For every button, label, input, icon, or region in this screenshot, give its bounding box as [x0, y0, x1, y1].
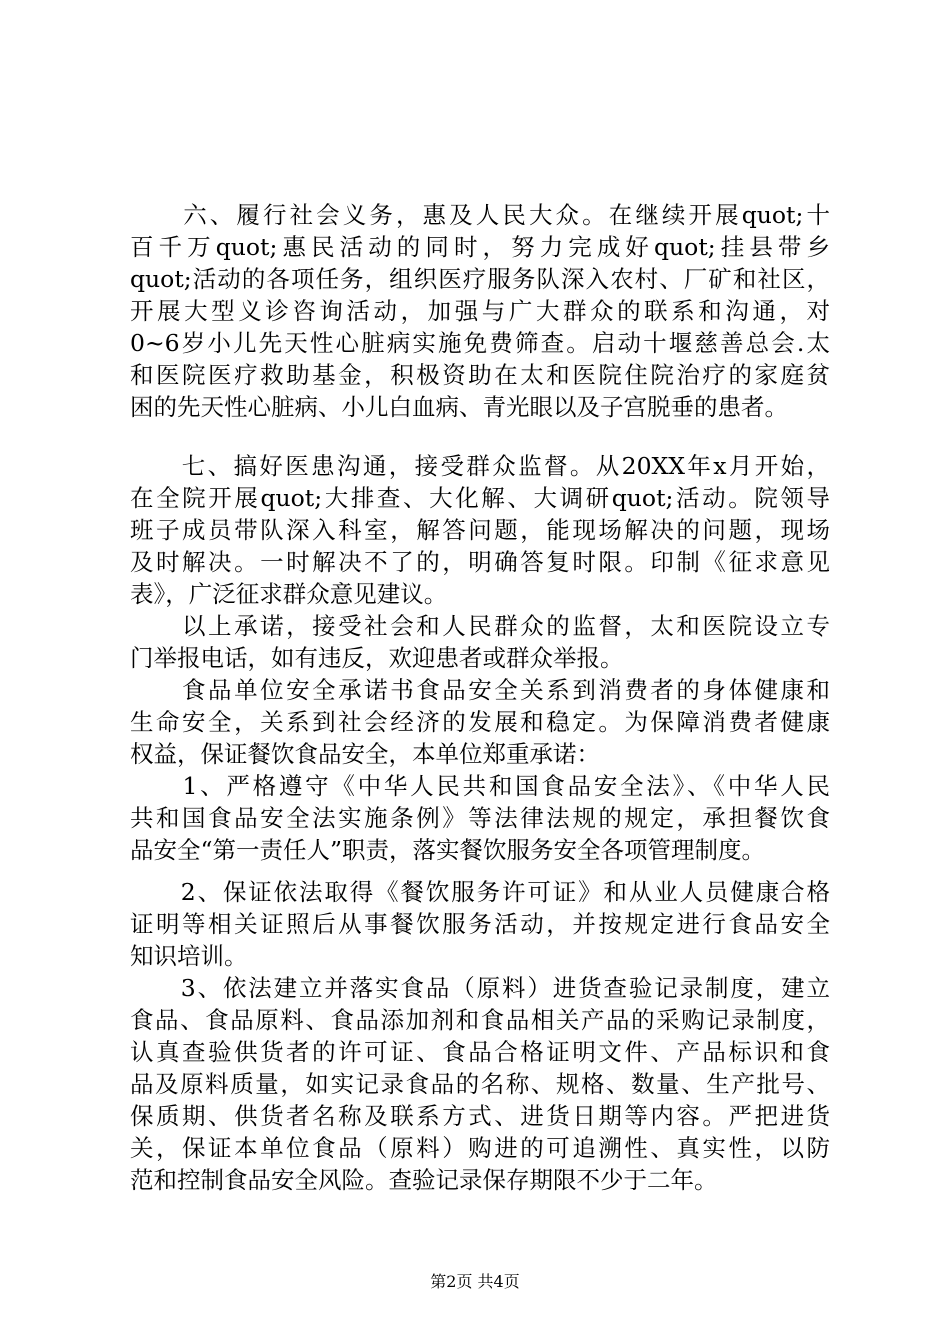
text-line: 认真查验供货者的许可证、食品合格证明文件、产品标识和食 — [130, 1038, 830, 1066]
text-line: 七、搞好医患沟通，接受群众监督。从20XX年x月开始， — [130, 452, 830, 480]
text-line: 食品、食品原料、食品添加剂和食品相关产品的采购记录制度， — [130, 1006, 830, 1034]
paragraph-7 — [130, 450, 830, 866]
text-line: 及时解决。一时解决不了的，明确答复时限。印制《征求意见 — [130, 548, 830, 576]
text-line: 关，保证本单位食品（原料）购进的可追溯性、真实性，以防 — [130, 1134, 830, 1162]
text-line: 证明等相关证照后从事餐饮服务活动，并按规定进行食品安全 — [130, 910, 830, 938]
text-line: 3、依法建立并落实食品（原料）进货查验记录制度，建立 — [130, 974, 830, 1002]
text-line: 食品单位安全承诺书食品安全关系到消费者的身体健康和 — [130, 676, 830, 704]
text-line: 权益，保证餐饮食品安全，本单位郑重承诺： — [130, 740, 600, 768]
text-line: 知识培训。 — [130, 942, 248, 970]
page-footer: 第2页 共4页 — [430, 1272, 520, 1291]
text-line: 2、保证依法取得《餐饮服务许可证》和从业人员健康合格 — [130, 878, 830, 906]
paragraph-11 — [130, 876, 830, 1196]
text-line: 困的先天性心脏病、小儿白血病、青光眼以及子宫脱垂的患者。 — [130, 393, 788, 421]
paragraph-6 — [130, 199, 830, 423]
text-line: 以上承诺，接受社会和人民群众的监督，太和医院设立专 — [130, 612, 830, 640]
text-line: 班子成员带队深入科室，解答问题，能现场解决的问题，现场 — [130, 516, 830, 544]
text-line: 1、严格遵守《中华人民共和国食品安全法》、《中华人民 — [130, 772, 830, 800]
text-line: 门举报电话，如有违反，欢迎患者或群众举报。 — [130, 644, 624, 672]
text-line: 生命安全，关系到社会经济的发展和稳定。为保障消费者健康 — [130, 708, 830, 736]
text-line: 表》，广泛征求群众意见建议。 — [130, 580, 448, 608]
text-line: quot;活动的各项任务，组织医疗服务队深入农村、厂矿和社区， — [130, 265, 830, 293]
text-line: 百千万quot;惠民活动的同时，努力完成好quot;挂县带乡 — [130, 233, 830, 261]
text-line: 范和控制食品安全风险。查验记录保存期限不少于二年。 — [130, 1166, 718, 1194]
text-line: 共和国食品安全法实施条例》等法律法规的规定，承担餐饮食 — [130, 804, 830, 832]
text-line: 六、履行社会义务，惠及人民大众。在继续开展quot;十 — [130, 201, 830, 229]
text-line: 品及原料质量，如实记录食品的名称、规格、数量、生产批号、 — [130, 1070, 830, 1098]
text-line: 开展大型义诊咨询活动，加强与广大群众的联系和沟通，对 — [130, 297, 830, 325]
text-line: 保质期、供货者名称及联系方式、进货日期等内容。严把进货 — [130, 1102, 830, 1130]
text-line: 和医院医疗救助基金，积极资助在太和医院住院治疗的家庭贫 — [130, 361, 830, 389]
text-line: 品安全“第一责任人”职责，落实餐饮服务安全各项管理制度。 — [130, 836, 766, 864]
text-line: 0~6岁小儿先天性心脏病实施免费筛查。启动十堰慈善总会.太 — [130, 329, 830, 357]
text-line: 在全院开展quot;大排查、大化解、大调研quot;活动。院领导 — [130, 484, 830, 512]
